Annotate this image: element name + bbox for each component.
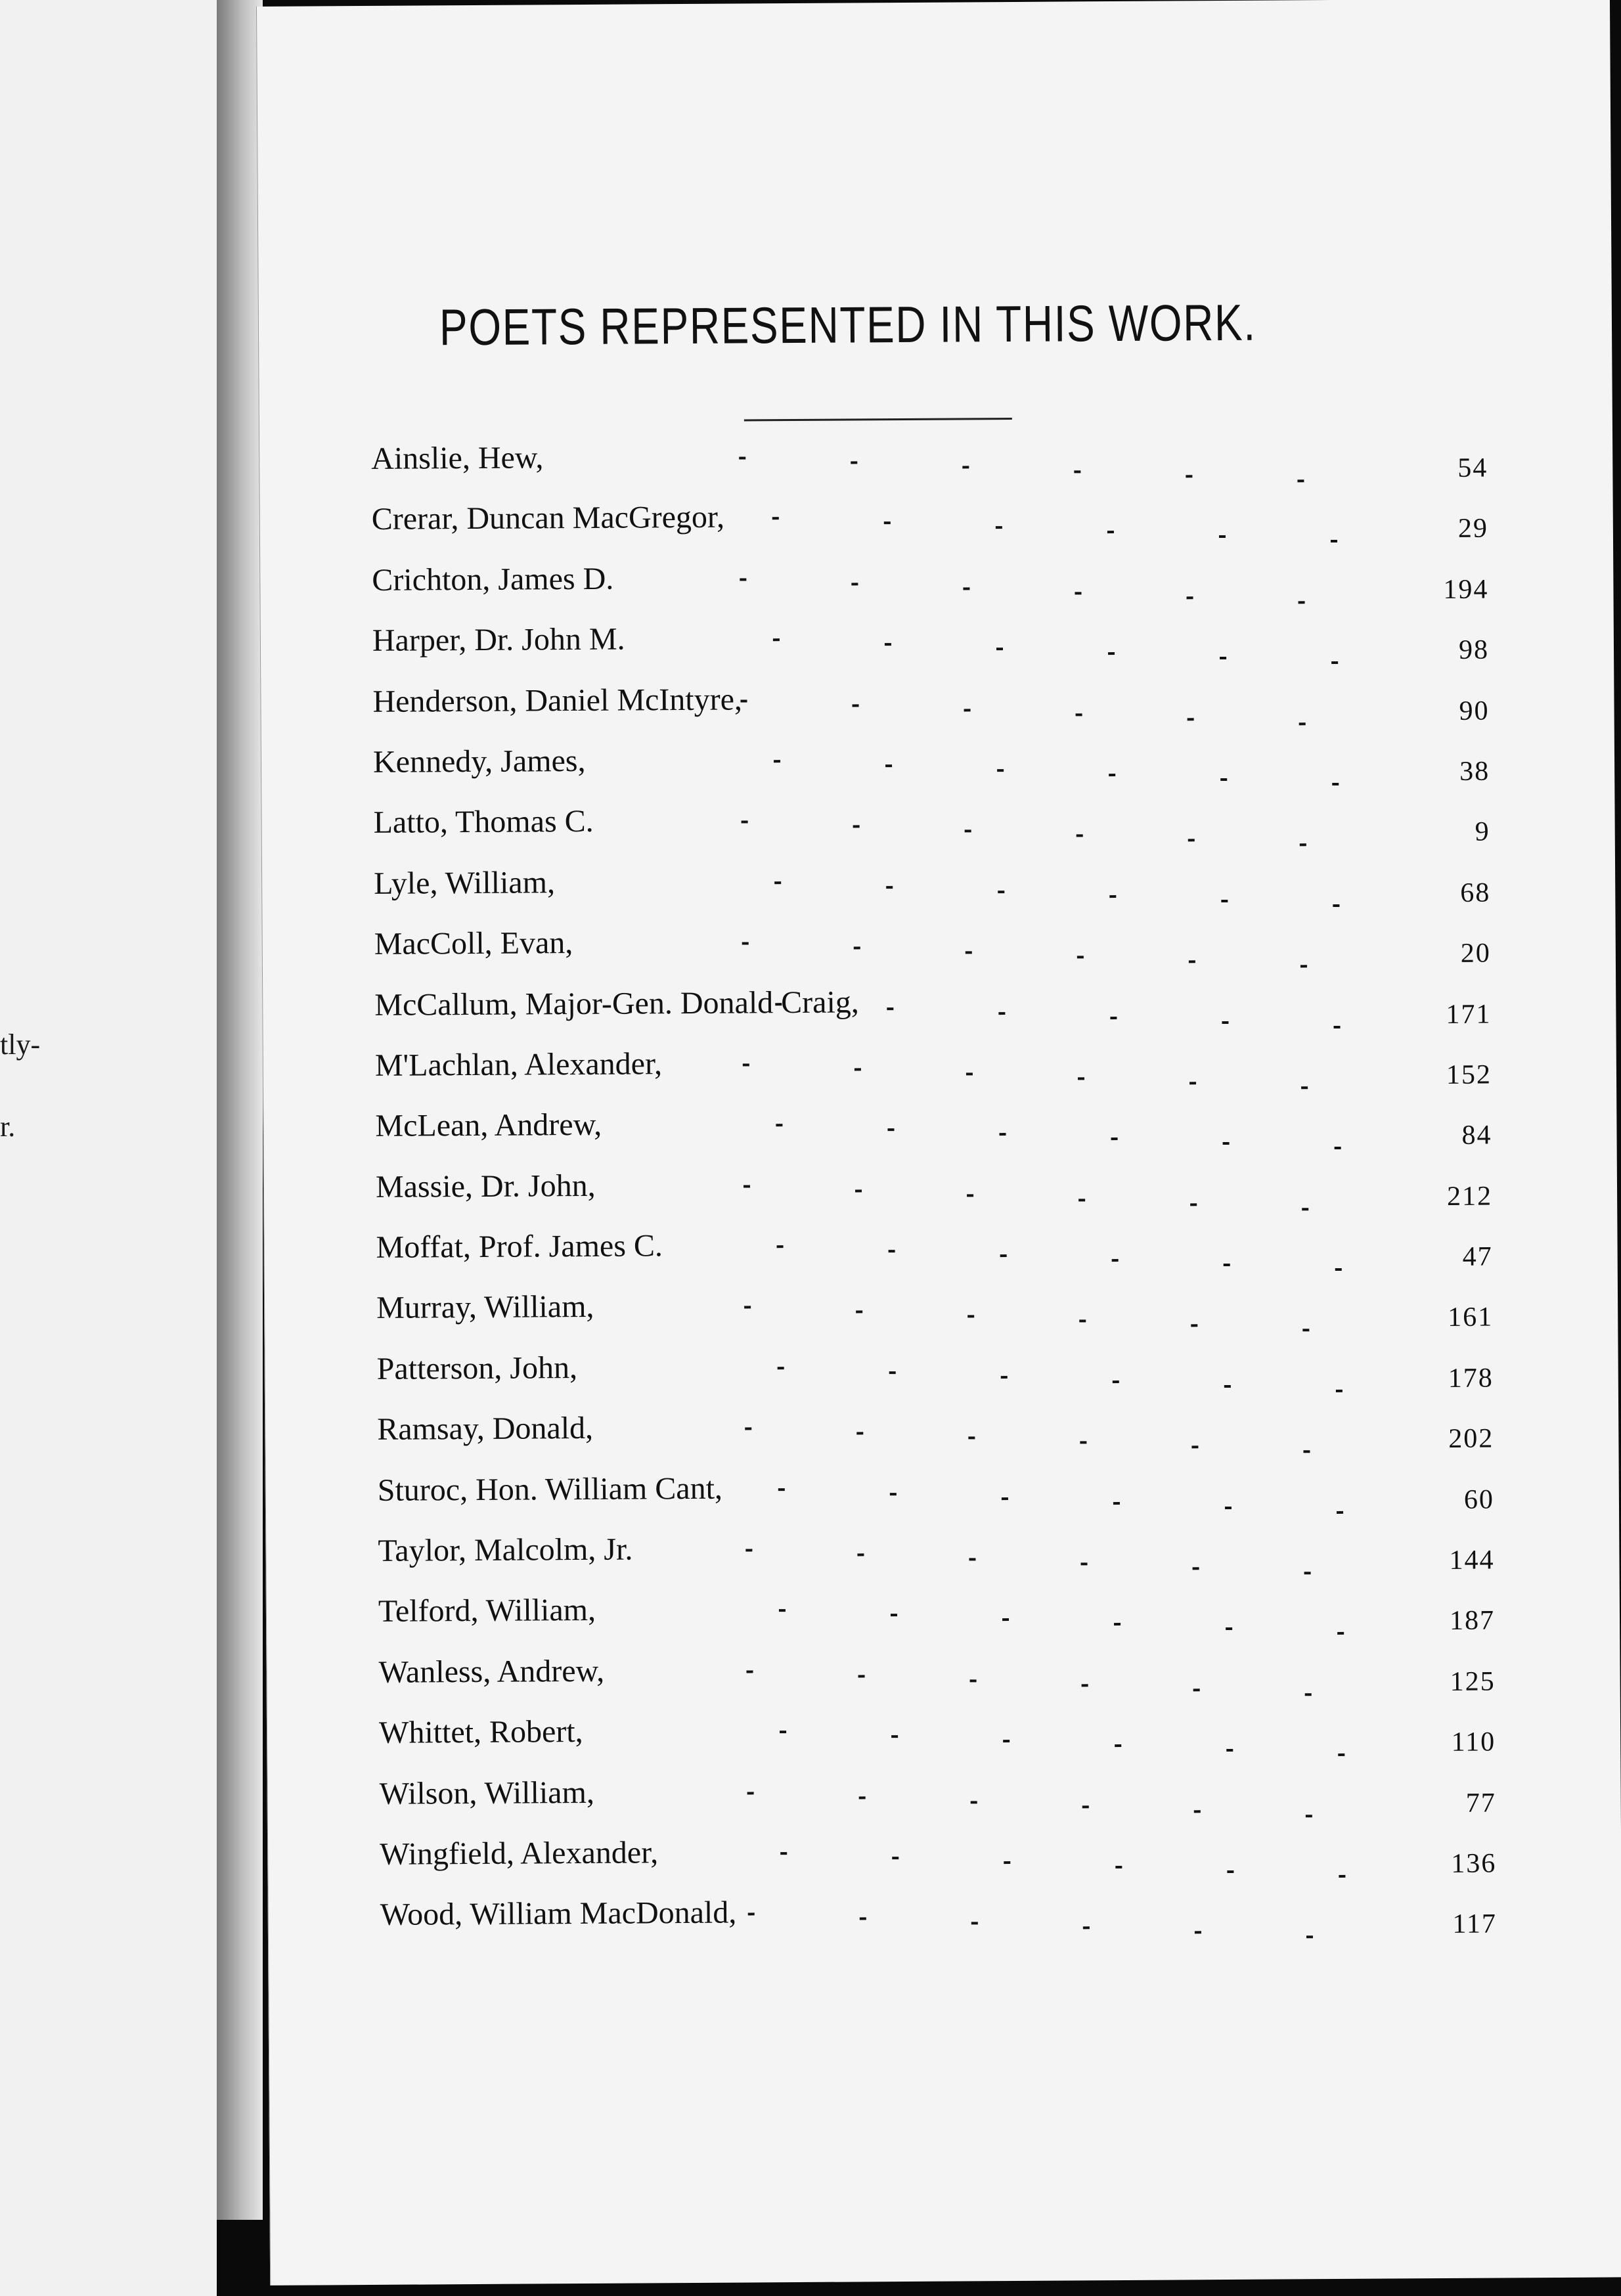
- leader-dash: [891, 1735, 898, 1738]
- leader-dash: [1299, 601, 1305, 604]
- index-entry: [379, 1761, 1509, 1828]
- leader-dash: [962, 466, 969, 468]
- leader-dash: [1113, 1380, 1119, 1383]
- leader-dash: [1226, 1627, 1232, 1630]
- leader-dash: [856, 1311, 862, 1314]
- poet-name: McCallum, Major-Gen. Donald Craig,: [374, 984, 859, 1023]
- leader-dash: [780, 1852, 787, 1855]
- leader-dash: [1222, 1021, 1228, 1024]
- poet-name: Whittet, Robert,: [378, 1714, 583, 1751]
- leader-dash: [1082, 1684, 1088, 1687]
- page-number: 202: [1448, 1423, 1494, 1455]
- leader-dash: [892, 1857, 899, 1859]
- leader-dash: [1193, 1567, 1199, 1570]
- leader-dash: [746, 1670, 753, 1673]
- poet-name: M'Lachlan, Alexander,: [374, 1046, 663, 1083]
- leader-dash: [1115, 1866, 1122, 1868]
- leader-dash: [1004, 1861, 1010, 1864]
- leader-dash: [776, 1124, 782, 1126]
- leader-dash: [885, 764, 892, 767]
- leader-dash: [742, 942, 749, 945]
- index-entry: [376, 1154, 1506, 1222]
- poet-name: Lyle, William,: [373, 864, 556, 901]
- leader-dash: [965, 830, 971, 833]
- leader-dash: [964, 709, 971, 711]
- leader-dash: [1331, 540, 1337, 542]
- page-number: 212: [1446, 1181, 1493, 1212]
- index-entry: [378, 1457, 1508, 1525]
- poet-name: Wanless, Andrew,: [378, 1653, 605, 1690]
- page-number: 161: [1448, 1302, 1494, 1333]
- poet-name: Kennedy, James,: [372, 743, 586, 780]
- leader-dash: [1109, 895, 1116, 898]
- leader-dash: [1219, 535, 1226, 538]
- leader-dash: [1220, 657, 1226, 659]
- index-entry: [374, 912, 1504, 979]
- leader-dash: [1195, 1932, 1201, 1934]
- poet-name: Ramsay, Donald,: [377, 1411, 594, 1447]
- leader-dash: [1335, 1268, 1342, 1271]
- leader-dash: [744, 1185, 750, 1187]
- leader-dash: [891, 1614, 897, 1617]
- page-number: 152: [1446, 1059, 1492, 1090]
- index-entry: [373, 729, 1503, 797]
- leader-dash: [1225, 1507, 1232, 1509]
- leader-dash: [860, 1918, 866, 1920]
- leader-dash: [778, 1488, 785, 1491]
- leader-dash: [971, 1922, 978, 1925]
- poet-name: Latto, Thomas C.: [373, 804, 594, 841]
- leader-dash: [1220, 778, 1227, 781]
- contents-page: [256, 0, 1621, 2285]
- leader-dash: [1191, 1325, 1197, 1327]
- leader-dash: [886, 886, 893, 889]
- leader-dash: [1336, 1390, 1343, 1392]
- leader-dash: [887, 1007, 893, 1010]
- book-gutter: [217, 0, 263, 2220]
- leader-dash: [1305, 1693, 1312, 1696]
- index-entry: [376, 1336, 1507, 1403]
- leader-dash: [780, 1731, 786, 1733]
- leader-dash: [853, 704, 859, 707]
- poet-name: Massie, Dr. John,: [375, 1168, 596, 1204]
- leader-dash: [857, 1553, 864, 1556]
- facing-page: [0, 0, 217, 2296]
- poet-name: Patterson, John,: [376, 1350, 578, 1386]
- leader-dash: [851, 461, 857, 464]
- leader-dash: [1297, 479, 1304, 482]
- leader-dash: [1113, 1502, 1120, 1505]
- leader-dash: [1224, 1385, 1231, 1388]
- leader-dash: [1080, 1562, 1087, 1565]
- index-entry: [372, 487, 1502, 554]
- poet-name: Wilson, William,: [379, 1775, 595, 1811]
- page-number: 47: [1462, 1241, 1493, 1272]
- leader-dash: [967, 1194, 973, 1197]
- leader-dash: [1335, 1147, 1341, 1149]
- poet-name: Telford, William,: [378, 1593, 596, 1629]
- poet-name: Moffat, Prof. James C.: [376, 1228, 663, 1265]
- page-number: 38: [1459, 756, 1490, 787]
- leader-dash: [999, 1133, 1006, 1136]
- poet-name: Wood, William MacDonald,: [380, 1895, 737, 1933]
- leader-dash: [1189, 1082, 1196, 1084]
- leader-dash: [743, 1063, 749, 1066]
- leader-dash: [779, 1610, 786, 1612]
- poet-name: Ainslie, Hew,: [371, 440, 544, 476]
- page-number: 178: [1448, 1363, 1494, 1394]
- title-rule: [744, 418, 1012, 421]
- page-number: 54: [1457, 453, 1488, 483]
- leader-dash: [889, 1371, 896, 1374]
- page-title: POETS REPRESENTED IN THIS WORK.: [439, 293, 1256, 357]
- leader-dash: [1339, 1875, 1345, 1878]
- leader-dash: [1333, 904, 1339, 907]
- leader-dash: [1306, 1815, 1312, 1817]
- leader-dash: [1002, 1497, 1008, 1500]
- poet-name: Crichton, James D.: [372, 561, 614, 598]
- leader-dash: [966, 951, 972, 954]
- leader-dash: [744, 1306, 751, 1309]
- page-number: 187: [1449, 1605, 1496, 1637]
- leader-dash: [1337, 1632, 1344, 1635]
- leader-dash: [773, 638, 780, 641]
- poet-name: Henderson, Daniel McIntyre,: [372, 682, 743, 719]
- leader-dash: [890, 1493, 897, 1495]
- leader-dash: [968, 1437, 975, 1440]
- leader-dash: [1338, 1754, 1344, 1756]
- leader-dash: [970, 1679, 977, 1682]
- leader-dash: [745, 1549, 752, 1551]
- leader-dash: [1306, 1936, 1313, 1939]
- leader-dash: [1111, 1137, 1118, 1140]
- leader-dash: [859, 1796, 866, 1799]
- leader-dash: [1078, 1077, 1084, 1080]
- index-entry: [376, 1275, 1507, 1343]
- page-number: 90: [1459, 695, 1490, 726]
- leader-dash: [1080, 1442, 1086, 1444]
- poets-index: [371, 426, 1510, 1949]
- leader-dash: [998, 1012, 1005, 1015]
- leader-dash: [1003, 1740, 1010, 1742]
- index-entry: [379, 1700, 1509, 1768]
- leader-dash: [1226, 1749, 1233, 1752]
- page-number: 68: [1460, 877, 1491, 908]
- index-entry: [373, 790, 1503, 858]
- leader-dash: [739, 456, 745, 459]
- leader-dash: [748, 1913, 755, 1916]
- leader-dash: [996, 526, 1002, 529]
- poet-name: Murray, William,: [376, 1289, 594, 1326]
- page-number: 136: [1451, 1848, 1497, 1879]
- page-number: 9: [1475, 816, 1490, 848]
- leader-dash: [996, 648, 1003, 650]
- index-entry: [378, 1639, 1509, 1707]
- index-entry: [378, 1518, 1508, 1585]
- leader-dash: [1332, 783, 1339, 785]
- leader-dash: [1000, 1254, 1007, 1257]
- poet-name: MacColl, Evan,: [374, 925, 573, 962]
- index-entry: [375, 1032, 1505, 1100]
- leader-dash: [855, 1189, 862, 1192]
- leader-dash: [966, 1072, 973, 1075]
- leader-dash: [1334, 1025, 1341, 1028]
- poet-name: Taylor, Malcolm, Jr.: [378, 1532, 633, 1568]
- leader-dash: [971, 1801, 977, 1803]
- poet-name: Wingfield, Alexander,: [380, 1835, 659, 1872]
- leader-dash: [747, 1792, 754, 1794]
- leader-dash: [1190, 1203, 1197, 1206]
- leader-dash: [1108, 652, 1115, 655]
- leader-dash: [1107, 531, 1114, 533]
- index-entry: [380, 1821, 1510, 1889]
- leader-dash: [1189, 960, 1195, 963]
- page-number: 110: [1451, 1727, 1496, 1758]
- index-entry: [375, 1093, 1505, 1161]
- index-entry: [374, 850, 1504, 918]
- leader-dash: [772, 518, 779, 520]
- leader-dash: [1083, 1927, 1090, 1930]
- leader-dash: [856, 1432, 863, 1435]
- leader-dash: [1331, 661, 1338, 664]
- leader-dash: [1002, 1618, 1009, 1621]
- page-number: 125: [1450, 1666, 1496, 1697]
- index-entry: [372, 608, 1503, 676]
- leader-dash: [1115, 1744, 1121, 1747]
- facing-page-fragment: r.: [0, 1111, 16, 1143]
- page-number: 20: [1460, 938, 1491, 969]
- leader-dash: [998, 891, 1004, 893]
- leader-dash: [851, 583, 858, 585]
- index-entry: [377, 1397, 1507, 1465]
- poet-name: Crerar, Duncan MacGregor,: [371, 500, 725, 537]
- leader-dash: [1077, 835, 1083, 837]
- leader-dash: [1075, 592, 1081, 594]
- leader-dash: [884, 522, 891, 525]
- leader-dash: [774, 881, 781, 884]
- leader-dash: [1186, 475, 1192, 477]
- leader-dash: [1114, 1623, 1121, 1625]
- poet-name: McLean, Andrew,: [375, 1107, 602, 1144]
- leader-dash: [969, 1558, 975, 1560]
- leader-dash: [1300, 844, 1306, 847]
- index-entry: [371, 426, 1501, 493]
- leader-dash: [745, 1428, 751, 1430]
- leader-dash: [1110, 1017, 1117, 1019]
- leader-dash: [887, 1128, 894, 1131]
- leader-dash: [1304, 1572, 1311, 1574]
- leader-dash: [1112, 1259, 1119, 1262]
- leader-dash: [1227, 1870, 1233, 1873]
- page-number: 171: [1446, 999, 1492, 1030]
- leader-dash: [742, 821, 748, 824]
- leader-dash: [889, 1250, 895, 1252]
- leader-dash: [778, 1367, 784, 1369]
- leader-dash: [1194, 1810, 1201, 1813]
- leader-dash: [1300, 965, 1307, 967]
- leader-dash: [1078, 1199, 1085, 1201]
- leader-dash: [1337, 1511, 1343, 1514]
- leader-dash: [858, 1675, 865, 1677]
- poet-name: Harper, Dr. John M.: [372, 621, 625, 659]
- index-entry: [372, 669, 1503, 736]
- leader-dash: [1223, 1142, 1230, 1145]
- page-number: 77: [1465, 1788, 1496, 1819]
- page-number: 194: [1443, 574, 1489, 605]
- leader-dash: [1187, 596, 1193, 599]
- leader-dash: [1109, 774, 1115, 776]
- leader-dash: [1299, 722, 1306, 725]
- leader-dash: [1302, 1329, 1309, 1332]
- leader-dash: [967, 1315, 974, 1318]
- leader-dash: [1188, 839, 1195, 842]
- leader-dash: [1188, 718, 1194, 720]
- poet-name: Sturoc, Hon. William Cant,: [377, 1470, 723, 1508]
- page-number: 60: [1463, 1484, 1495, 1515]
- leader-dash: [853, 826, 860, 828]
- index-entry: [380, 1882, 1511, 1950]
- leader-dash: [885, 643, 891, 646]
- leader-dash: [1303, 1450, 1310, 1453]
- leader-dash: [777, 1245, 784, 1248]
- leader-dash: [1001, 1376, 1008, 1379]
- leader-dash: [855, 1068, 861, 1071]
- leader-dash: [1079, 1320, 1086, 1323]
- leader-dash: [963, 587, 969, 590]
- leader-dash: [1301, 1086, 1308, 1089]
- leader-dash: [1224, 1264, 1230, 1266]
- page-number: 117: [1452, 1909, 1498, 1940]
- leader-dash: [1077, 956, 1084, 958]
- page-number: 144: [1449, 1545, 1495, 1576]
- index-entry: [376, 1214, 1506, 1282]
- leader-dash: [997, 769, 1004, 772]
- index-entry: [374, 972, 1505, 1040]
- leader-dash: [1193, 1689, 1200, 1691]
- leader-dash: [1302, 1208, 1308, 1210]
- page-number: 84: [1461, 1120, 1492, 1151]
- facing-page-fragment: tly-: [0, 1028, 41, 1061]
- leader-dash: [1074, 470, 1080, 473]
- leader-dash: [774, 760, 780, 762]
- page-number: 98: [1458, 634, 1490, 666]
- leader-dash: [1221, 900, 1228, 902]
- leader-dash: [854, 947, 860, 950]
- page-number: 29: [1457, 513, 1489, 544]
- index-entry: [372, 547, 1502, 615]
- leader-dash: [740, 578, 746, 581]
- leader-dash: [1076, 713, 1082, 716]
- index-entry: [378, 1579, 1509, 1646]
- leader-dash: [1191, 1446, 1198, 1449]
- leader-dash: [1082, 1805, 1089, 1808]
